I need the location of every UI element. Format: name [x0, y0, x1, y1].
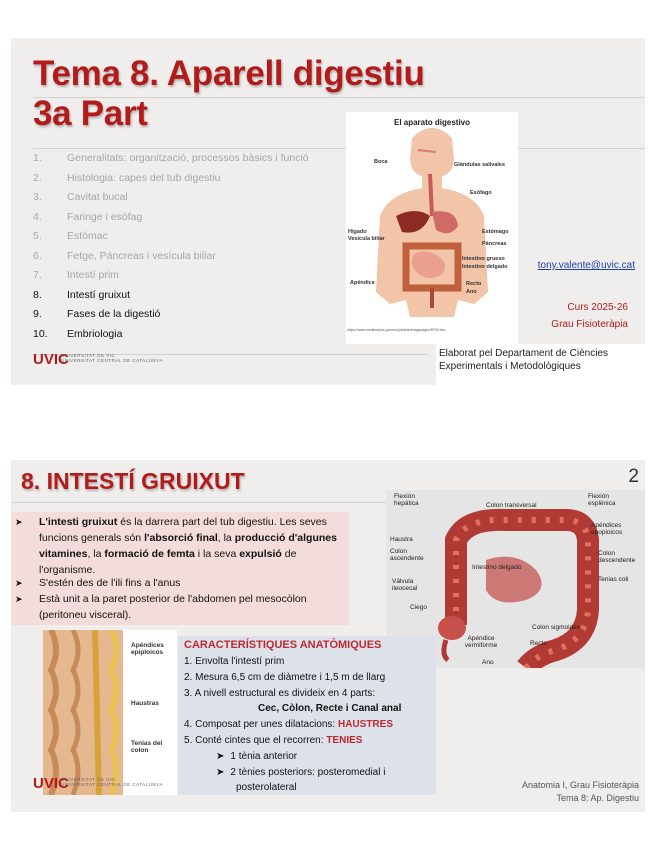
- figure-label: Tenias coli: [598, 576, 629, 583]
- uvic-logo: UVIC: [33, 351, 69, 368]
- figure-label: Apéndice: [350, 280, 375, 286]
- bullet-item: ➤ S'estén des de l'ili fins a l'anus: [15, 577, 181, 589]
- toc-item: 2. Histologia: capes del tub digestiu: [33, 171, 221, 184]
- characteristic-item: 2. Mesura 6,5 cm de diàmetre i 1,5 m de llarg: [184, 672, 386, 683]
- figure-label: Páncreas: [482, 241, 507, 247]
- figure-label: Colon ascendente: [390, 548, 424, 562]
- footer-course: Anatomia I, Grau Fisioteràpia: [521, 780, 639, 790]
- page-number: 2: [628, 466, 639, 487]
- figure-label: Tenias del colon: [131, 740, 163, 754]
- arrow-bullet-icon: ➤: [15, 594, 23, 604]
- sub-item: ➤ 1 tènia anterior: [216, 751, 298, 762]
- arrow-bullet-icon: ➤: [15, 578, 23, 588]
- presentation-title: Tema 8. Aparell digestiu 3a Part: [33, 54, 425, 133]
- figure-label: Glándulas salivales: [454, 162, 506, 168]
- bullet-item: ➤ L'intesti gruixut és la darrera part del tub digestiu. Les seves funcions generals són l'absorció final, la producció d'algunes vitamines, la formació de femta i la seva expulsió de l'organisme.: [15, 516, 337, 576]
- figure-label: Flexión esplénica: [588, 493, 616, 507]
- slide-1: [11, 38, 645, 385]
- figure-label: Ano: [466, 289, 477, 295]
- course-year: Curs 2025-26: [567, 302, 628, 313]
- toc-item: 1. Generalitats: organització, processos bàsics i funció: [33, 152, 309, 164]
- slide-2: [11, 460, 645, 812]
- uvic-logo-subtitle: UNIVERSITAT DE VIC UNIVERSITAT CENTRAL DE CATALUNYA: [61, 353, 163, 363]
- figure-label: Flexión hepática: [394, 493, 419, 507]
- figure-label: Hígado: [348, 229, 367, 235]
- figure-label: Colon descendente: [598, 550, 636, 564]
- bullet-item: ➤ Està unit a la paret posterior de l'abdomen pel mesocòlon (peritoneu visceral).: [15, 593, 307, 621]
- toc-item: 4. Faringe i esòfag: [33, 210, 143, 223]
- toc-item: 9. Fases de la digestió: [33, 308, 161, 320]
- digestive-anatomy-illustration: [346, 112, 518, 344]
- figure-label: Estómago: [482, 229, 509, 235]
- box-heading: CARACTERÍSTIQUES ANATÒMIQUES: [184, 639, 382, 651]
- anatomical-characteristics-box: [178, 636, 436, 795]
- sub-item-continued: posterolateral: [236, 782, 297, 793]
- footer-topic: Tema 8: Ap. Digestiu: [556, 793, 639, 803]
- characteristic-item: 3. A nivell estructural es divideix en 4 parts:: [184, 688, 376, 699]
- degree-name: Grau Fisioteràpia: [551, 319, 628, 330]
- figure-label: Intestino delgado: [472, 564, 522, 571]
- slide-title: 8. INTESTÍ GRUIXUT: [21, 468, 245, 494]
- toc-item: 7. Intestí prim: [33, 269, 119, 281]
- figure-label: Boca: [374, 159, 388, 165]
- characteristic-item: 4. Composat per unes dilatacions: HAUSTRES: [184, 719, 393, 730]
- arrow-bullet-icon: ➤: [216, 767, 225, 778]
- figure-label: Apéndices epoploicos: [591, 522, 623, 536]
- characteristic-parts: Cec, Còlon, Recte i Canal anal: [258, 703, 402, 714]
- toc-item: 3. Cavitat bucal: [33, 191, 128, 203]
- toc-item: 6. Fetge, Páncreas i vesícula biliar: [33, 249, 216, 262]
- contact-email-link[interactable]: tony.valente@uvic.cat: [537, 260, 635, 271]
- figure-label: Colon sigmoides: [532, 624, 581, 631]
- figure-title: El aparato digestivo: [393, 118, 471, 127]
- toc-item: 10. Embriologia: [33, 327, 123, 340]
- figure-label: Recto: [466, 281, 482, 287]
- figure-label: Ano: [482, 659, 494, 666]
- figure-label: Intestino grueso: [462, 256, 505, 262]
- arrow-bullet-icon: ➤: [216, 751, 225, 762]
- toc-item: 5. Estómac: [33, 230, 108, 242]
- figure-label: Recto: [530, 640, 547, 647]
- figure-label: Vesícula biliar: [348, 236, 385, 242]
- figure-label: Haustras: [131, 700, 159, 707]
- figure-label: Apéndice vermiforme: [464, 635, 498, 649]
- uvic-logo-subtitle: UNIVERSITAT DE VIC UNIVERSITAT CENTRAL DE CATALUNYA: [61, 777, 163, 787]
- figure-label: Apéndices epiploicos: [131, 642, 164, 656]
- toc-item: 8. Intestí gruixut: [33, 288, 131, 301]
- digestive-system-figure: [346, 112, 518, 344]
- figure-source-link[interactable]: https://www.medlineplus.gov/ency/article/imagepages/8700.htm: [347, 328, 446, 332]
- figure-label: Ciego: [410, 604, 427, 611]
- table-of-contents: [33, 149, 309, 344]
- figure-label: Intestino delgado: [462, 264, 508, 270]
- figure-label: Colon transversal: [486, 502, 537, 509]
- uvic-logo: UVIC: [33, 775, 69, 792]
- sub-item: ➤ 2 tènies posteriors: posteromedial i: [216, 767, 386, 778]
- characteristic-item: 1. Envolta l'intestí prim: [184, 656, 285, 667]
- figure-label: Esófago: [470, 190, 492, 196]
- arrow-bullet-icon: ➤: [15, 517, 23, 527]
- characteristic-item: 5. Conté cintes que el recorren: TENIES: [184, 735, 363, 746]
- colon-wall-figure: [43, 630, 177, 795]
- figure-label: Válvula ileocecal: [392, 578, 418, 592]
- figure-label: Haustra: [390, 536, 413, 543]
- department-credit: Elaborat pel Departament de Ciències Experimentals i Metodològiques: [436, 344, 645, 385]
